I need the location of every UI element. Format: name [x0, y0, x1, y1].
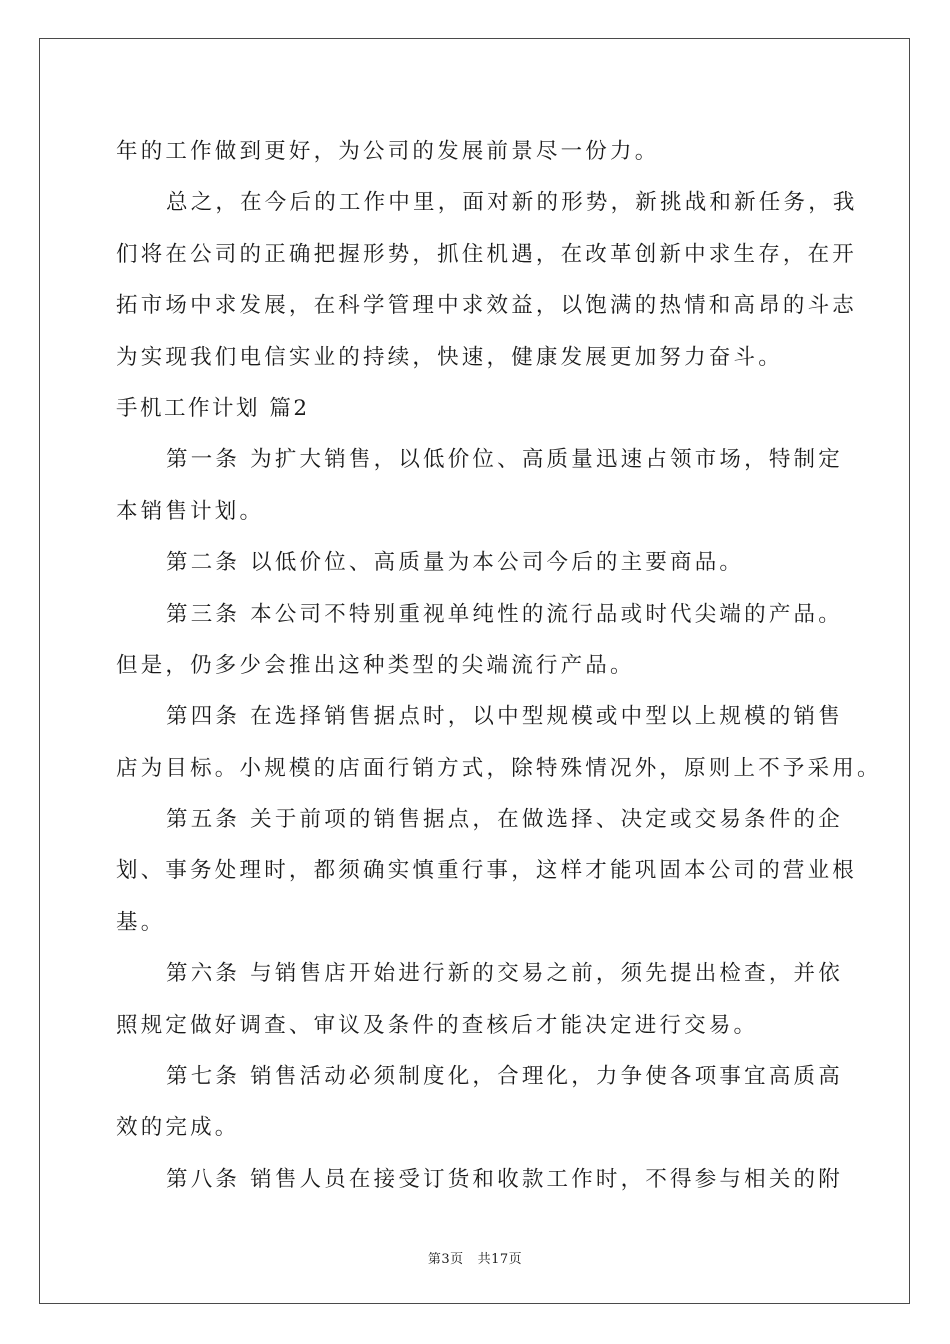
text-line: 划、事务处理时，都须确实慎重行事，这样才能巩固本公司的营业根 [116, 858, 858, 884]
text-line: 第二条 以低价位、高质量为本公司今后的主要商品。 [166, 550, 745, 576]
document-body [116, 126, 882, 1205]
text-line: 第三条 本公司不特别重视单纯性的流行品或时代尖端的产品。 [166, 601, 843, 627]
text-line: 们将在公司的正确把握形势，抓住机遇，在改革创新中求生存，在开 [116, 241, 858, 267]
text-line: 总之，在今后的工作中里，面对新的形势，新挑战和新任务，我 [166, 190, 858, 216]
text-line: 效的完成。 [116, 1115, 240, 1141]
text-line: 拓市场中求发展，在科学管理中求效益，以饱满的热情和高昂的斗志 [116, 293, 858, 319]
page-total: 共17页 [477, 1252, 523, 1267]
text-line: 第八条 销售人员在接受订货和收款工作时，不得参与相关的附 [166, 1166, 843, 1192]
text-line: 第一条 为扩大销售，以低价位、高质量迅速占领市场，特制定 [166, 447, 843, 473]
text-line: 照规定做好调查、审议及条件的查核后才能决定进行交易。 [116, 1012, 759, 1038]
text-line: 店为目标。小规模的店面行销方式，除特殊情况外，原则上不予采用。 [116, 755, 882, 781]
section-heading: 手机工作计划 篇2 [116, 395, 310, 421]
text-line: 第六条 与销售店开始进行新的交易之前，须先提出检查，并依 [166, 961, 843, 987]
page-number: 第3页 [427, 1252, 464, 1267]
text-line: 本销售计划。 [116, 498, 265, 524]
text-line: 基。 [116, 909, 166, 935]
text-line: 为实现我们电信实业的持续，快速，健康发展更加努力奋斗。 [116, 344, 783, 370]
text-line: 第七条 销售活动必须制度化，合理化，力争使各项事宜高质高 [166, 1064, 843, 1090]
text-line: 年的工作做到更好，为公司的发展前景尽一份力。 [116, 139, 660, 164]
text-line: 但是，仍多少会推出这种类型的尖端流行产品。 [116, 652, 635, 678]
text-line: 第四条 在选择销售据点时，以中型规模或中型以上规模的销售 [166, 704, 843, 730]
text-line: 第五条 关于前项的销售据点，在做选择、决定或交易条件的企 [166, 807, 843, 833]
page-footer [0, 1248, 950, 1267]
